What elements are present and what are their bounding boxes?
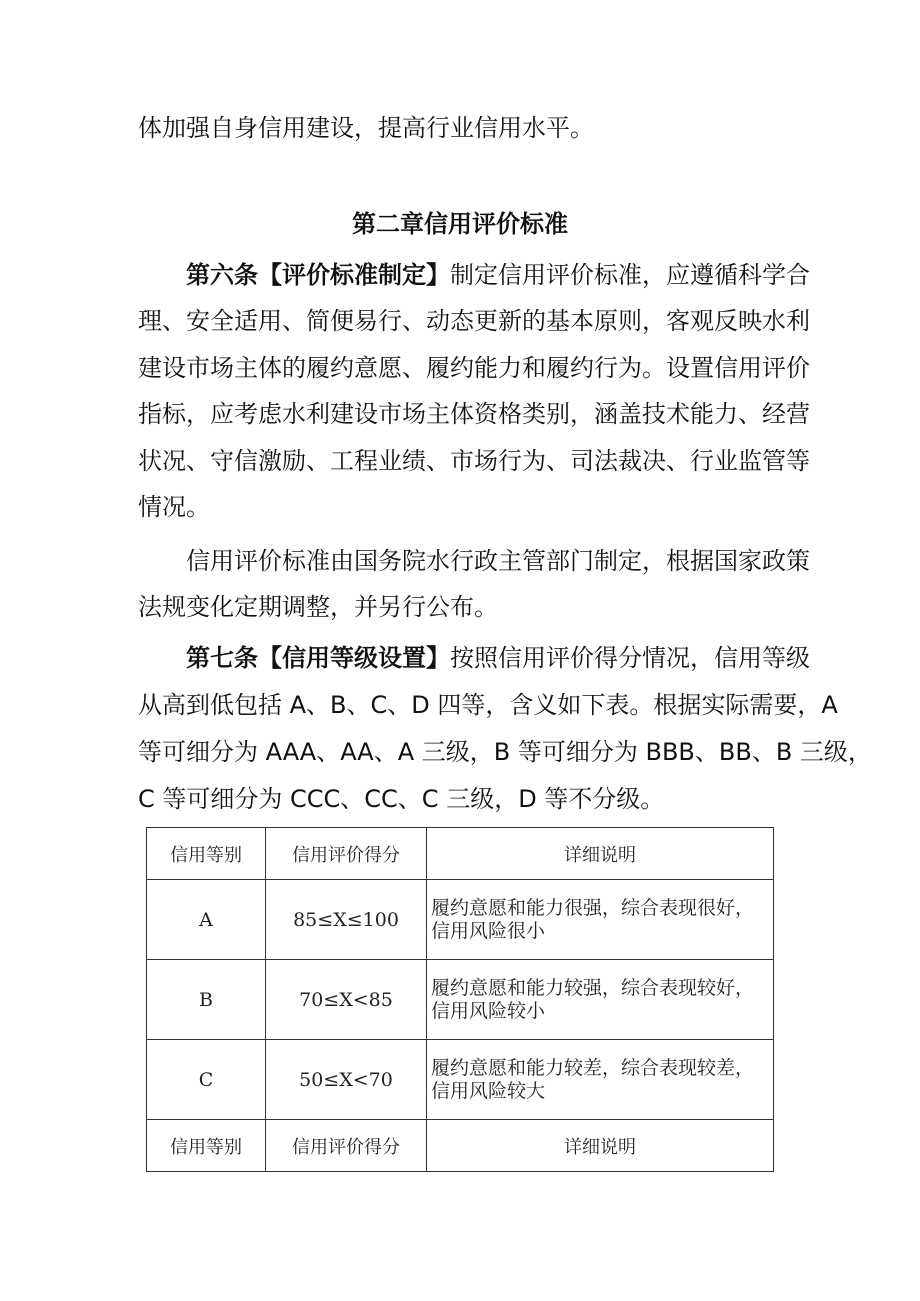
- article-7-text: 按照信用评价得分情况，信用等级: [450, 644, 810, 672]
- article-7-line-1: [186, 640, 810, 676]
- description-line: 信用风险较大: [431, 1079, 546, 1102]
- article-7-title: 第七条【信用等级设置】: [186, 644, 450, 672]
- paragraph-line: 指标，应考虑水利建设市场主体资格类别，涵盖技术能力、经营: [138, 400, 810, 428]
- article-6-text: 制定信用评价标准，应遵循科学合: [450, 261, 810, 289]
- paragraph-line: 体加强自身信用建设，提高行业信用水平。: [138, 114, 594, 142]
- header-cell: 信用等别: [147, 1120, 266, 1172]
- header-cell: 详细说明: [427, 1120, 774, 1172]
- paragraph-line: 法规变化定期调整，并另行公布。: [138, 593, 498, 621]
- description-line: 履约意愿和能力较差，综合表现较差，: [431, 1056, 755, 1079]
- paragraph-line: 情况。: [138, 493, 210, 521]
- description-line: 信用风险很小: [431, 919, 546, 942]
- description-cell: [427, 960, 774, 1040]
- table-row: [147, 880, 774, 960]
- description-line: 信用风险较小: [431, 999, 546, 1022]
- description-cell: [427, 1040, 774, 1120]
- description-cell: [427, 880, 774, 960]
- table-header-row: [147, 828, 774, 880]
- table-repeat-header-row: [147, 1120, 774, 1172]
- article-6-title: 第六条【评价标准制定】: [186, 261, 450, 289]
- paragraph-line: 信用评价标准由国务院水行政主管部门制定，根据国家政策: [186, 547, 810, 575]
- paragraph-line: 状况、守信激励、工程业绩、市场行为、司法裁决、行业监管等: [138, 447, 810, 475]
- score-cell: 50≤X<70: [266, 1040, 427, 1120]
- paragraph-line: 从高到低包括 A、B、C、D 四等，含义如下表。根据实际需要，A: [138, 691, 838, 719]
- table-row: [147, 960, 774, 1040]
- header-cell: 信用评价得分: [266, 1120, 427, 1172]
- description-line: 履约意愿和能力很强，综合表现很好，: [431, 896, 755, 919]
- paragraph-line: 理、安全适用、简便易行、动态更新的基本原则，客观反映水利: [138, 307, 810, 335]
- score-cell: 70≤X<85: [266, 960, 427, 1040]
- table-row: [147, 1040, 774, 1120]
- score-cell: 85≤X≤100: [266, 880, 427, 960]
- description-line: 履约意愿和能力较强，综合表现较好，: [431, 976, 755, 999]
- header-cell: 信用等别: [147, 828, 266, 880]
- chapter-title: 第二章信用评价标准: [352, 210, 568, 238]
- grade-cell: B: [147, 960, 266, 1040]
- grade-cell: A: [147, 880, 266, 960]
- header-cell: 详细说明: [427, 828, 774, 880]
- paragraph-line: C 等可细分为 CCC、CC、C 三级，D 等不分级。: [138, 785, 665, 813]
- paragraph-line: 建设市场主体的履约意愿、履约能力和履约行为。设置信用评价: [138, 354, 810, 382]
- credit-grade-table: [146, 827, 774, 1172]
- grade-cell: C: [147, 1040, 266, 1120]
- header-cell: 信用评价得分: [266, 828, 427, 880]
- article-6-line-1: [186, 257, 810, 293]
- paragraph-line: 等可细分为 AAA、AA、A 三级，B 等可细分为 BBB、BB、B 三级，: [138, 738, 872, 766]
